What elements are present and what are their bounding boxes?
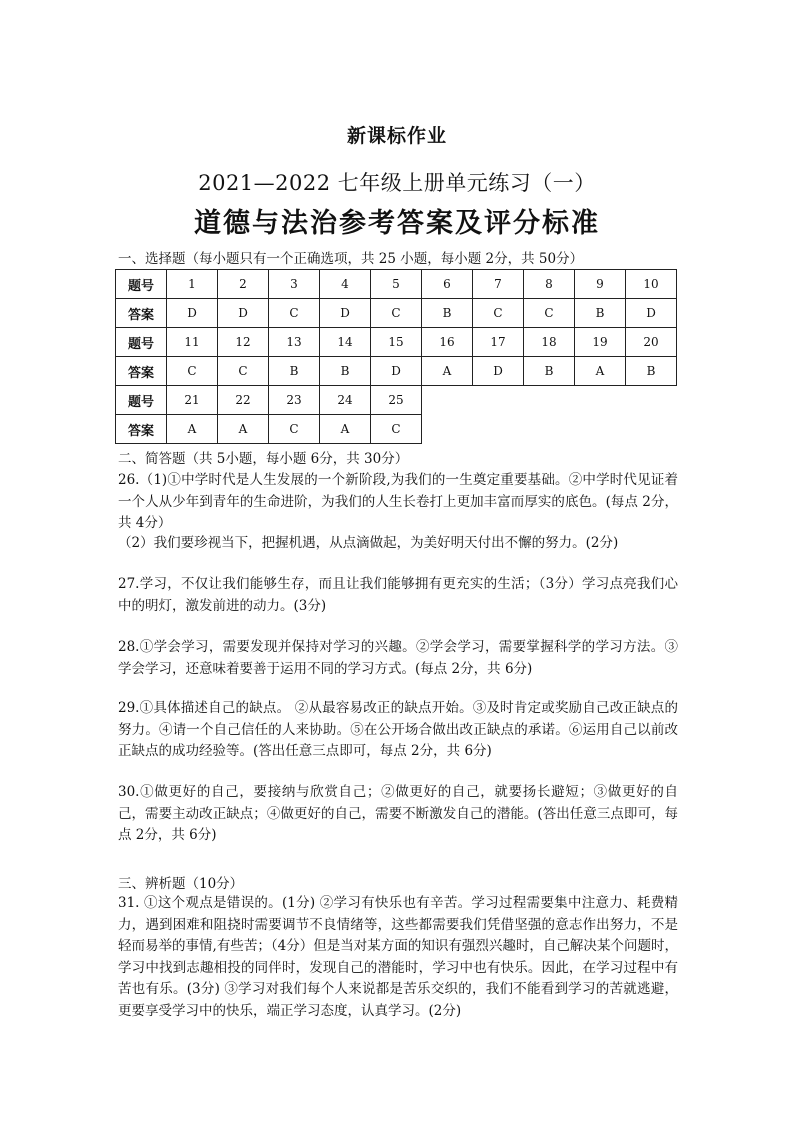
answer-cell: A <box>218 415 269 444</box>
question-number-cell: 10 <box>626 270 677 299</box>
answer-cell: C <box>524 299 575 328</box>
empty-cell <box>626 415 677 444</box>
question-number-row <box>116 270 677 299</box>
answer-row <box>116 357 677 386</box>
answer-cell: B <box>269 357 320 386</box>
empty-cell <box>524 386 575 415</box>
answer-29: 29.①具体描述自己的缺点。 ②从最容易改正的缺点开始。③及时肯定或奖励自己改正缺点的努力。④请一个自己信任的人来协助。⑤在公开场合做出改正缺点的承诺。⑥运用自己以前改正缺点的成功经验等。(答出任意三点即可，每点 2分，共 6分) <box>118 700 678 759</box>
question-number-cell: 20 <box>626 328 677 357</box>
question-number-label: 题号 <box>116 270 167 299</box>
question-number-cell: 25 <box>371 386 422 415</box>
question-number-cell: 4 <box>320 270 371 299</box>
answer-30: 30.①做更好的自己，要接纳与欣赏自己；②做更好的自己，就要扬长避短；③做更好的自己，需要主动改正缺点；④做更好的自己，需要不断激发自己的潜能。(答出任意三点即可，每点 2分，共 6分) <box>118 784 678 843</box>
empty-cell <box>473 386 524 415</box>
answer-table <box>115 269 677 444</box>
answer-cell: B <box>626 357 677 386</box>
question-number-cell: 13 <box>269 328 320 357</box>
doc-main-title: 道德与法治参考答案及评分标准 <box>194 208 600 239</box>
empty-cell <box>473 415 524 444</box>
answer-cell: C <box>218 357 269 386</box>
question-number-row <box>116 328 677 357</box>
answer-label: 答案 <box>116 357 167 386</box>
empty-cell <box>422 386 473 415</box>
answer-cell: D <box>473 357 524 386</box>
answer-cell: A <box>167 415 218 444</box>
answer-31: 31. ①这个观点是错误的。(1分) ②学习有快乐也有辛苦。学习过程需要集中注意力、耗费精力，遇到困难和阻挠时需要调节不良情绪等，这些都需要我们凭借坚强的意志作出努力，不是轻而易举的事情,有些苦；（4分）但是当对某方面的知识有强烈兴趣时，自己解决某个问题时，学习中找到志趣相投的同伴时，发现自己的潜能时，学习中也有快乐。因此，在学习过程中有苦也有乐。(3分) ③学习对我们每个人来说都是苦乐交织的，我们不能看到学习的苦就逃避，更要享受学习中的快乐，端正学习态度，认真学习。(2分) <box>118 895 678 1019</box>
answer-cell: D <box>218 299 269 328</box>
answer-cell: C <box>167 357 218 386</box>
question-number-cell: 2 <box>218 270 269 299</box>
question-number-cell: 22 <box>218 386 269 415</box>
question-number-cell: 17 <box>473 328 524 357</box>
question-number-cell: 3 <box>269 270 320 299</box>
question-number-cell: 12 <box>218 328 269 357</box>
answer-row <box>116 299 677 328</box>
question-number-label: 题号 <box>116 328 167 357</box>
answer-cell: C <box>269 415 320 444</box>
answer-cell: A <box>575 357 626 386</box>
answer-row <box>116 415 677 444</box>
answer-cell: D <box>167 299 218 328</box>
empty-cell <box>575 415 626 444</box>
question-number-cell: 7 <box>473 270 524 299</box>
answer-cell: B <box>320 357 371 386</box>
question-number-cell: 5 <box>371 270 422 299</box>
answer-cell: A <box>422 357 473 386</box>
question-number-cell: 1 <box>167 270 218 299</box>
answer-cell: B <box>422 299 473 328</box>
question-number-cell: 11 <box>167 328 218 357</box>
question-number-cell: 24 <box>320 386 371 415</box>
section2-heading: 二、简答题（共 5小题，每小题 6分，共 30分） <box>118 451 409 467</box>
answer-28: 28.①学会学习，需要发现并保持对学习的兴趣。②学会学习，需要掌握科学的学习方法。③学会学习，还意味着要善于运用不同的学习方式。(每点 2分，共 6分) <box>118 639 678 677</box>
doc-title: 新课标作业 <box>346 125 447 147</box>
answer-cell: C <box>371 299 422 328</box>
empty-cell <box>422 415 473 444</box>
answer-cell: D <box>320 299 371 328</box>
answer-26-part2: （2）我们要珍视当下，把握机遇，从点滴做起，为美好明天付出不懈的努力。(2分) <box>118 535 619 551</box>
empty-cell <box>575 386 626 415</box>
answer-label: 答案 <box>116 415 167 444</box>
answer-cell: D <box>371 357 422 386</box>
answer-cell: D <box>626 299 677 328</box>
empty-cell <box>524 415 575 444</box>
doc-subtitle: 2021—2022 七年级上册单元练习（一） <box>198 171 596 195</box>
answer-26-part1: 26.（1)①中学时代是人生发展的一个新阶段,为我们的一生奠定重要基础。②中学时代见证着一个人从少年到青年的生命进阶，为我们的人生长卷打上更加丰富而厚实的底色。(每点 2分，共 4分） <box>118 472 678 531</box>
question-number-cell: 9 <box>575 270 626 299</box>
answer-cell: C <box>371 415 422 444</box>
question-number-cell: 15 <box>371 328 422 357</box>
empty-cell <box>626 386 677 415</box>
answer-27: 27.学习，不仅让我们能够生存，而且让我们能够拥有更充实的生活；（3分）学习点亮我们心中的明灯，激发前进的动力。(3分) <box>118 576 678 614</box>
question-number-cell: 18 <box>524 328 575 357</box>
answer-cell: B <box>524 357 575 386</box>
question-number-cell: 16 <box>422 328 473 357</box>
question-number-cell: 19 <box>575 328 626 357</box>
section3-heading: 三、辨析题（10分） <box>118 876 244 892</box>
answer-cell: B <box>575 299 626 328</box>
question-number-cell: 8 <box>524 270 575 299</box>
answer-cell: C <box>269 299 320 328</box>
answer-label: 答案 <box>116 299 167 328</box>
question-number-label: 题号 <box>116 386 167 415</box>
section1-heading: 一、选择题（每小题只有一个正确选项，共 25 小题，每小题 2分，共 50分） <box>118 251 584 267</box>
answer-cell: A <box>320 415 371 444</box>
question-number-cell: 6 <box>422 270 473 299</box>
question-number-row <box>116 386 677 415</box>
question-number-cell: 14 <box>320 328 371 357</box>
question-number-cell: 21 <box>167 386 218 415</box>
question-number-cell: 23 <box>269 386 320 415</box>
answer-cell: C <box>473 299 524 328</box>
